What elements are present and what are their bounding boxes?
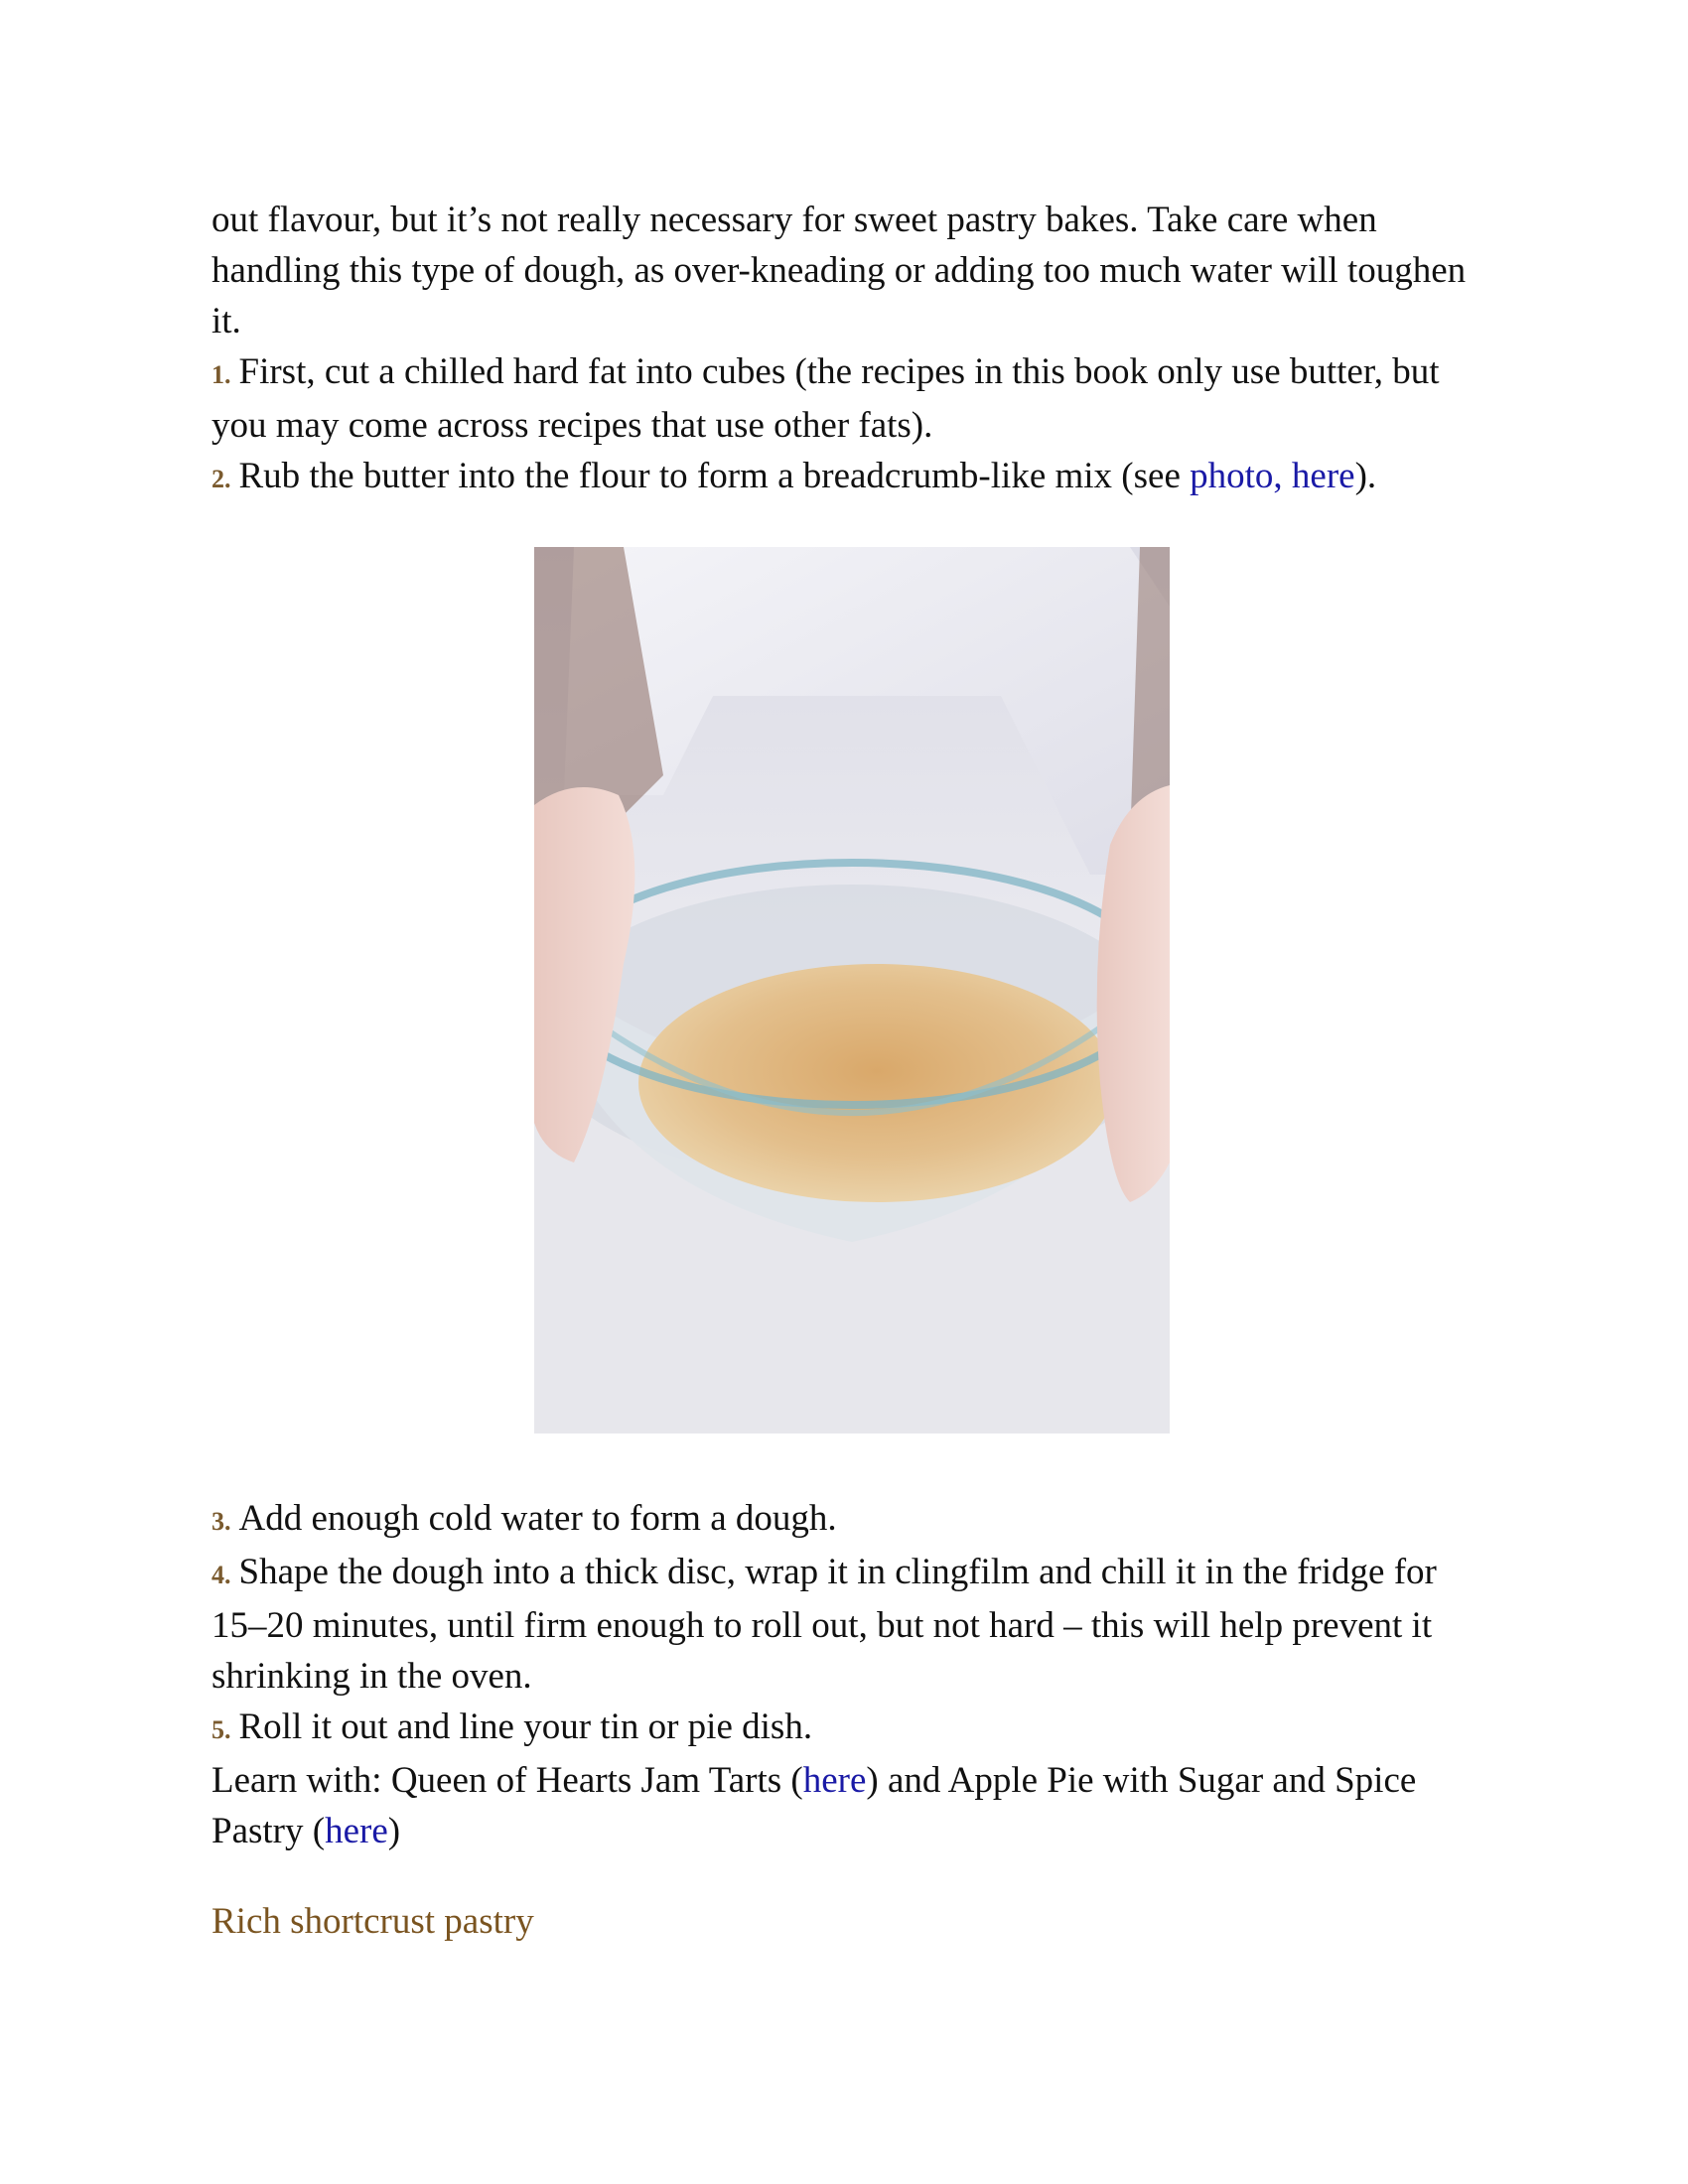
step-text: Shape the dough into a thick disc, wrap it in clingfilm and chill it in the fridge for 15–20 minutes, until firm enough to roll out, but not hard – this will help prevent it shrinking in the oven. xyxy=(211,1552,1437,1697)
apple-pie-link[interactable]: here xyxy=(325,1811,388,1851)
step-number: 5. xyxy=(211,1715,231,1744)
learn-with-line xyxy=(211,1755,1492,1856)
rubbing-in-photo xyxy=(534,547,1170,1433)
step-2 xyxy=(211,451,1492,504)
learn-with-suffix: ) xyxy=(387,1811,401,1851)
photo-link[interactable]: photo, here xyxy=(1190,456,1355,496)
step-number: 4. xyxy=(211,1561,231,1589)
step-3 xyxy=(211,1493,1492,1547)
step-1 xyxy=(211,346,1492,451)
learn-with-prefix: Learn with: Queen of Hearts Jam Tarts ( xyxy=(211,1760,803,1801)
learn-with-middle: ) and Apple Pie with Sugar and Spice Pastry ( xyxy=(211,1760,1417,1851)
step-number: 2. xyxy=(211,465,231,493)
step-number: 3. xyxy=(211,1507,231,1536)
step-text: Add enough cold water to form a dough. xyxy=(238,1498,837,1539)
step-5 xyxy=(211,1702,1492,1755)
step-number: 1. xyxy=(211,360,231,389)
document-page xyxy=(211,195,1492,1947)
step-4 xyxy=(211,1547,1492,1702)
jam-tarts-link[interactable]: here xyxy=(802,1760,867,1801)
step-text: Rub the butter into the flour to form a breadcrumb-like mix (see xyxy=(238,456,1191,496)
intro-paragraph: out flavour, but it’s not really necessary for sweet pastry bakes. Take care when handling this type of dough, as over-kneading or adding too much water will toughen it. xyxy=(211,200,1467,341)
rubbing-in-illustration xyxy=(534,547,1170,1433)
step-text-end: ). xyxy=(1354,456,1377,496)
section-heading: Rich shortcrust pastry xyxy=(211,1901,534,1942)
step-text: Roll it out and line your tin or pie dish. xyxy=(238,1706,813,1747)
step-text: First, cut a chilled hard fat into cubes (the recipes in this book only use butter, but you may come across recipes that use other fats). xyxy=(211,351,1440,446)
